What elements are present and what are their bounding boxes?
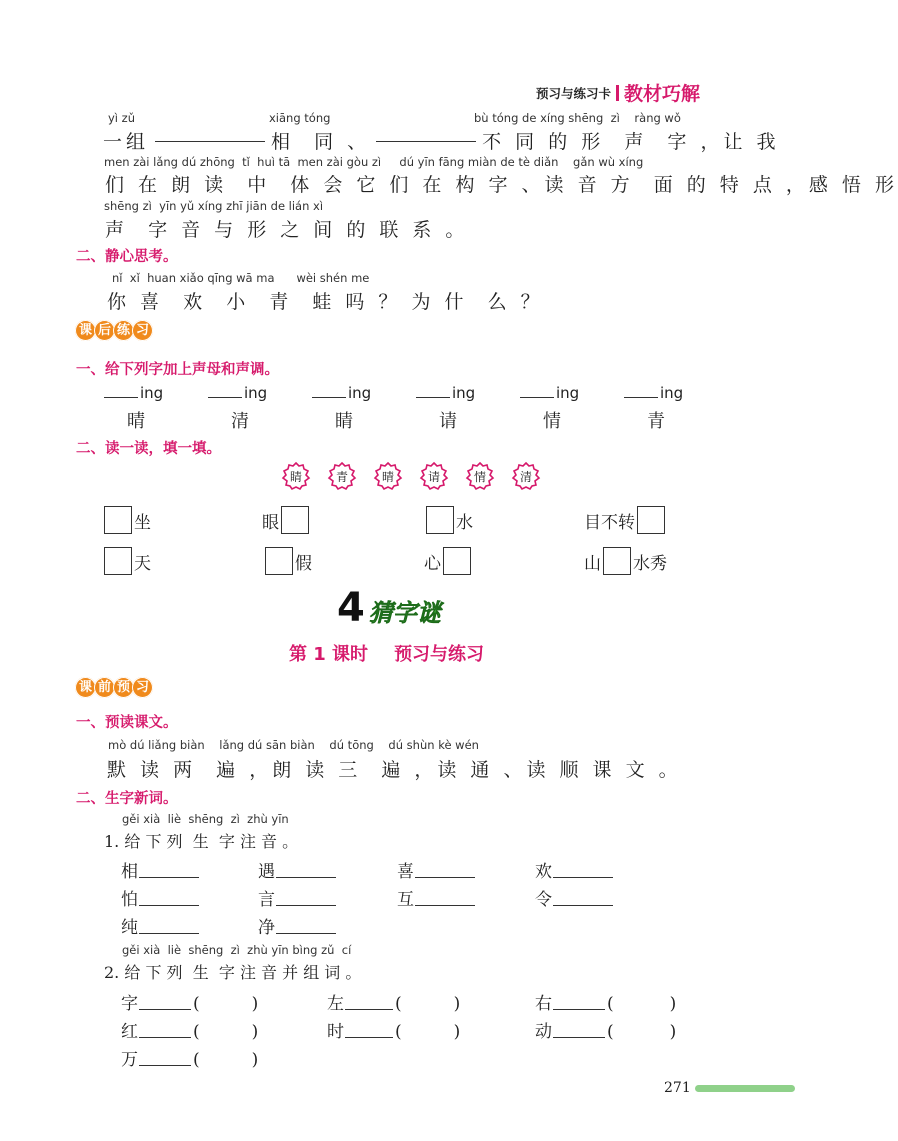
q2-text: 2. 给 下 列 生 字 注 音 并 组 词 。 <box>104 963 362 982</box>
fill-item: 水 <box>426 506 473 534</box>
option-flower: 请 <box>420 462 448 490</box>
page-decor-bar <box>695 1085 795 1092</box>
option-flower: 青 <box>328 462 356 490</box>
fill-item: 眼 <box>262 506 309 534</box>
preread-pinyin: mò dú liǎng biàn lǎng dú sān biàn dú tōng dú shùn kè wén <box>108 738 479 752</box>
tone-char: 清 <box>231 411 249 432</box>
word-item: 红 ( ) <box>121 1022 259 1042</box>
option-flower: 睛 <box>282 462 310 490</box>
q1-text: 1. 给 下 列 生 字 注 音 。 <box>104 832 299 851</box>
fill-item: 假 <box>265 547 312 575</box>
answer-line[interactable] <box>553 1036 605 1038</box>
tone-chars <box>104 407 704 431</box>
answer-line[interactable] <box>415 904 475 906</box>
fill-item: 心 <box>424 547 471 575</box>
badge-char: 课 <box>75 677 96 698</box>
badge-after-class <box>75 320 151 341</box>
fill-item: 山 水秀 <box>584 547 667 575</box>
answer-line[interactable] <box>139 932 199 934</box>
option-flower: 情 <box>466 462 494 490</box>
tone-char: 晴 <box>127 411 145 432</box>
phonetic-item: 言 <box>258 885 336 910</box>
lesson-number: 4 <box>337 585 365 631</box>
fill-item: 坐 <box>104 506 151 534</box>
intro-pinyin-2: men zài lǎng dú zhōng tǐ huì tā men zài gòu zì dú yīn fāng miàn de tè diǎn gǎn wù xíng <box>104 155 644 169</box>
badge-char: 习 <box>132 320 153 341</box>
tone-blank-1[interactable]: ing <box>104 383 163 402</box>
intro-line-1 <box>103 127 780 154</box>
word-item: 万 ( ) <box>121 1050 259 1070</box>
word-item: 左 ( ) <box>327 994 461 1014</box>
tone-char: 睛 <box>335 411 353 432</box>
intro-text-1b: 相 同 、 <box>271 131 371 153</box>
phonetic-item: 令 <box>535 885 613 910</box>
section-heading-preread: 一、预读课文。 <box>76 715 178 731</box>
answer-line[interactable] <box>139 1008 191 1010</box>
lesson-period: 第 1 课时 <box>289 644 369 665</box>
option-flower: 晴 <box>374 462 402 490</box>
answer-line[interactable] <box>553 904 613 906</box>
tone-blank-3[interactable]: ing <box>312 383 371 402</box>
page-footer <box>664 1080 795 1096</box>
answer-box[interactable] <box>281 506 309 534</box>
answer-box[interactable] <box>603 547 631 575</box>
badge-char: 习 <box>132 677 153 698</box>
phonetic-item: 相 <box>121 857 199 882</box>
answer-line[interactable] <box>139 1064 191 1066</box>
header-title: 教材巧解 <box>624 83 701 105</box>
intro-text-1c: 不 同 的 形 声 字 ，让 我 <box>482 131 780 153</box>
tone-blank-6[interactable]: ing <box>624 383 683 402</box>
answer-line[interactable] <box>139 876 199 878</box>
answer-line[interactable] <box>553 876 613 878</box>
answer-box[interactable] <box>104 506 132 534</box>
intro-text-2: 们 在 朗 读 中 体 会 它 们 在 构 字 、读 音 方 面 的 特 点 ，感 悟 形 <box>105 174 898 196</box>
badge-char: 后 <box>94 320 115 341</box>
intro-pinyin-1b: xiāng tóng <box>269 111 331 125</box>
answer-line[interactable] <box>276 904 336 906</box>
q1-pinyin: gěi xià liè shēng zì zhù yīn <box>122 812 289 826</box>
option-flower: 清 <box>512 462 540 490</box>
q2-pinyin: gěi xià liè shēng zì zhù yīn bìng zǔ cí <box>122 943 352 957</box>
badge-char: 练 <box>113 320 134 341</box>
lesson-subtitle <box>289 640 484 666</box>
intro-blank-2[interactable] <box>376 139 476 142</box>
lesson-title <box>337 585 441 631</box>
answer-line[interactable] <box>139 1036 191 1038</box>
answer-line[interactable] <box>553 1008 605 1010</box>
intro-pinyin-1a: yì zǔ <box>108 111 135 125</box>
page-number: 271 <box>664 1080 691 1096</box>
answer-line[interactable] <box>276 876 336 878</box>
lesson-name: 猜字谜 <box>368 599 441 627</box>
section-heading-think: 二、静心思考。 <box>76 249 178 265</box>
intro-text-3: 声 字 音 与 形 之 间 的 联 系 。 <box>105 219 469 241</box>
fill-item: 目不转 <box>584 506 665 534</box>
answer-line[interactable] <box>415 876 475 878</box>
word-item: 右 ( ) <box>535 994 677 1014</box>
word-item: 时 ( ) <box>327 1022 461 1042</box>
answer-box[interactable] <box>637 506 665 534</box>
phonetic-item: 净 <box>258 913 336 938</box>
answer-box[interactable] <box>104 547 132 575</box>
tone-char: 青 <box>647 411 665 432</box>
answer-line[interactable] <box>345 1008 393 1010</box>
answer-box[interactable] <box>265 547 293 575</box>
header-divider <box>616 85 619 101</box>
intro-pinyin-1c: bù tóng de xíng shēng zì ràng wǒ <box>474 111 681 125</box>
tone-blank-4[interactable]: ing <box>416 383 475 402</box>
phonetic-item: 纯 <box>121 913 199 938</box>
tone-char: 请 <box>439 411 457 432</box>
phonetic-item: 怕 <box>121 885 199 910</box>
phonetic-item: 欢 <box>535 857 613 882</box>
section-heading-tones: 一、给下列字加上声母和声调。 <box>76 362 279 378</box>
option-flowers <box>282 462 552 494</box>
intro-blank-1[interactable] <box>155 139 265 142</box>
section-heading-newwords: 二、生字新词。 <box>76 791 178 807</box>
answer-line[interactable] <box>345 1036 393 1038</box>
preread-text: 默 读 两 遍 ，朗 读 三 遍 ，读 通 、读 顺 课 文 。 <box>107 759 682 781</box>
answer-box[interactable] <box>443 547 471 575</box>
answer-line[interactable] <box>139 904 199 906</box>
badge-char: 预 <box>113 677 134 698</box>
tone-row <box>104 383 704 407</box>
tone-blank-2[interactable]: ing <box>208 383 267 402</box>
think-question: 你 喜 欢 小 青 蛙 吗 ？ 为 什 么 ？ <box>107 291 544 313</box>
phonetic-item: 遇 <box>258 857 336 882</box>
badge-char: 前 <box>94 677 115 698</box>
phonetic-item: 喜 <box>397 857 475 882</box>
answer-line[interactable] <box>276 932 336 934</box>
header-subtitle: 预习与练习卡 <box>536 85 612 101</box>
answer-box[interactable] <box>426 506 454 534</box>
word-item: 字 ( ) <box>121 994 259 1014</box>
phonetic-item: 互 <box>397 885 475 910</box>
word-item: 动 ( ) <box>535 1022 677 1042</box>
intro-pinyin-3: shēng zì yīn yǔ xíng zhī jiān de lián xì <box>104 199 324 213</box>
badge-before-class <box>75 677 151 698</box>
section-heading-fill: 二、读一读，填一填。 <box>76 441 221 457</box>
badge-char: 课 <box>75 320 96 341</box>
think-pinyin: nǐ xǐ huan xiǎo qīng wā ma wèi shén me <box>112 271 370 285</box>
intro-text-1a: 一组 <box>103 131 150 153</box>
page-header <box>536 79 700 106</box>
tone-blank-5[interactable]: ing <box>520 383 579 402</box>
lesson-section: 预习与练习 <box>394 644 485 665</box>
tone-char: 情 <box>543 411 561 432</box>
fill-item: 天 <box>104 547 151 575</box>
